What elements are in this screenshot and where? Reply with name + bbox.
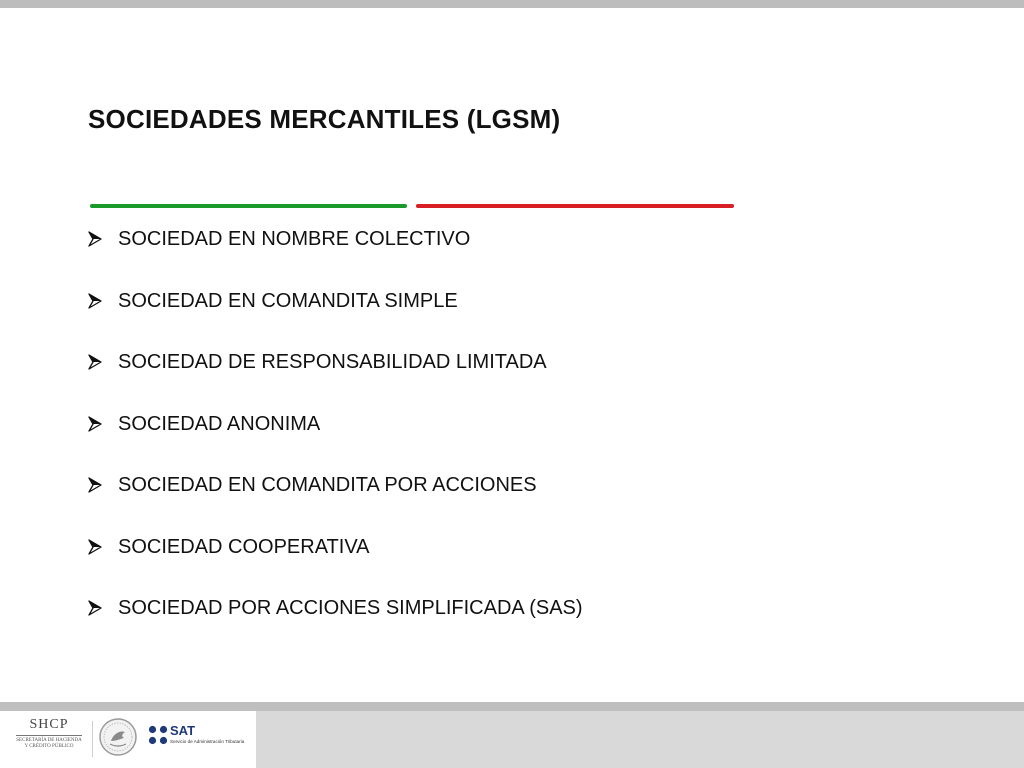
arrow-bullet-icon [88,286,102,316]
arrow-bullet-icon [88,224,102,254]
green-divider-line [90,204,407,208]
slide-title: SOCIEDADES MERCANTILES (LGSM) [88,104,561,134]
sat-logo-icon [148,725,168,745]
arrow-bullet-icon [88,347,102,377]
shcp-name-line1: SECRETARÍA DE HACIENDA [16,738,82,743]
arrow-bullet-icon [88,593,102,623]
footer-logos [0,711,256,768]
shcp-logo [14,717,84,750]
shcp-name-line2: Y CRÉDITO PÚBLICO [24,744,74,749]
top-border-bar [0,0,1024,8]
list-item-label: SOCIEDAD EN NOMBRE COLECTIVO [118,228,471,250]
sat-subtitle: Servicio de Administración Tributaria [170,739,245,744]
list-item [88,532,583,594]
logo-separator [92,721,93,757]
list-item [88,347,583,409]
list-item [88,470,583,532]
red-divider-line [416,204,734,208]
list-item [88,224,583,286]
arrow-bullet-icon [88,470,102,500]
list-item-label: SOCIEDAD EN COMANDITA POR ACCIONES [118,474,537,496]
list-item [88,593,583,655]
list-item-label: SOCIEDAD DE RESPONSABILIDAD LIMITADA [118,351,547,373]
list-item-label: SOCIEDAD POR ACCIONES SIMPLIFICADA (SAS) [118,597,583,619]
shcp-acronym: SHCP [29,717,69,732]
list-item [88,286,583,348]
list-item-label: SOCIEDAD ANONIMA [118,412,321,435]
footer-gray-panel [256,711,1024,768]
shcp-underline [16,735,82,736]
arrow-bullet-icon [88,532,102,562]
arrow-bullet-icon [88,409,102,439]
mexican-coat-of-arms-icon [98,717,138,757]
company-types-list [88,224,583,655]
sat-acronym: SAT [170,723,196,738]
list-item-label: SOCIEDAD COOPERATIVA [118,535,370,558]
footer-divider-bar [0,702,1024,711]
list-item [88,409,583,471]
list-item-label: SOCIEDAD EN COMANDITA SIMPLE [118,289,458,312]
